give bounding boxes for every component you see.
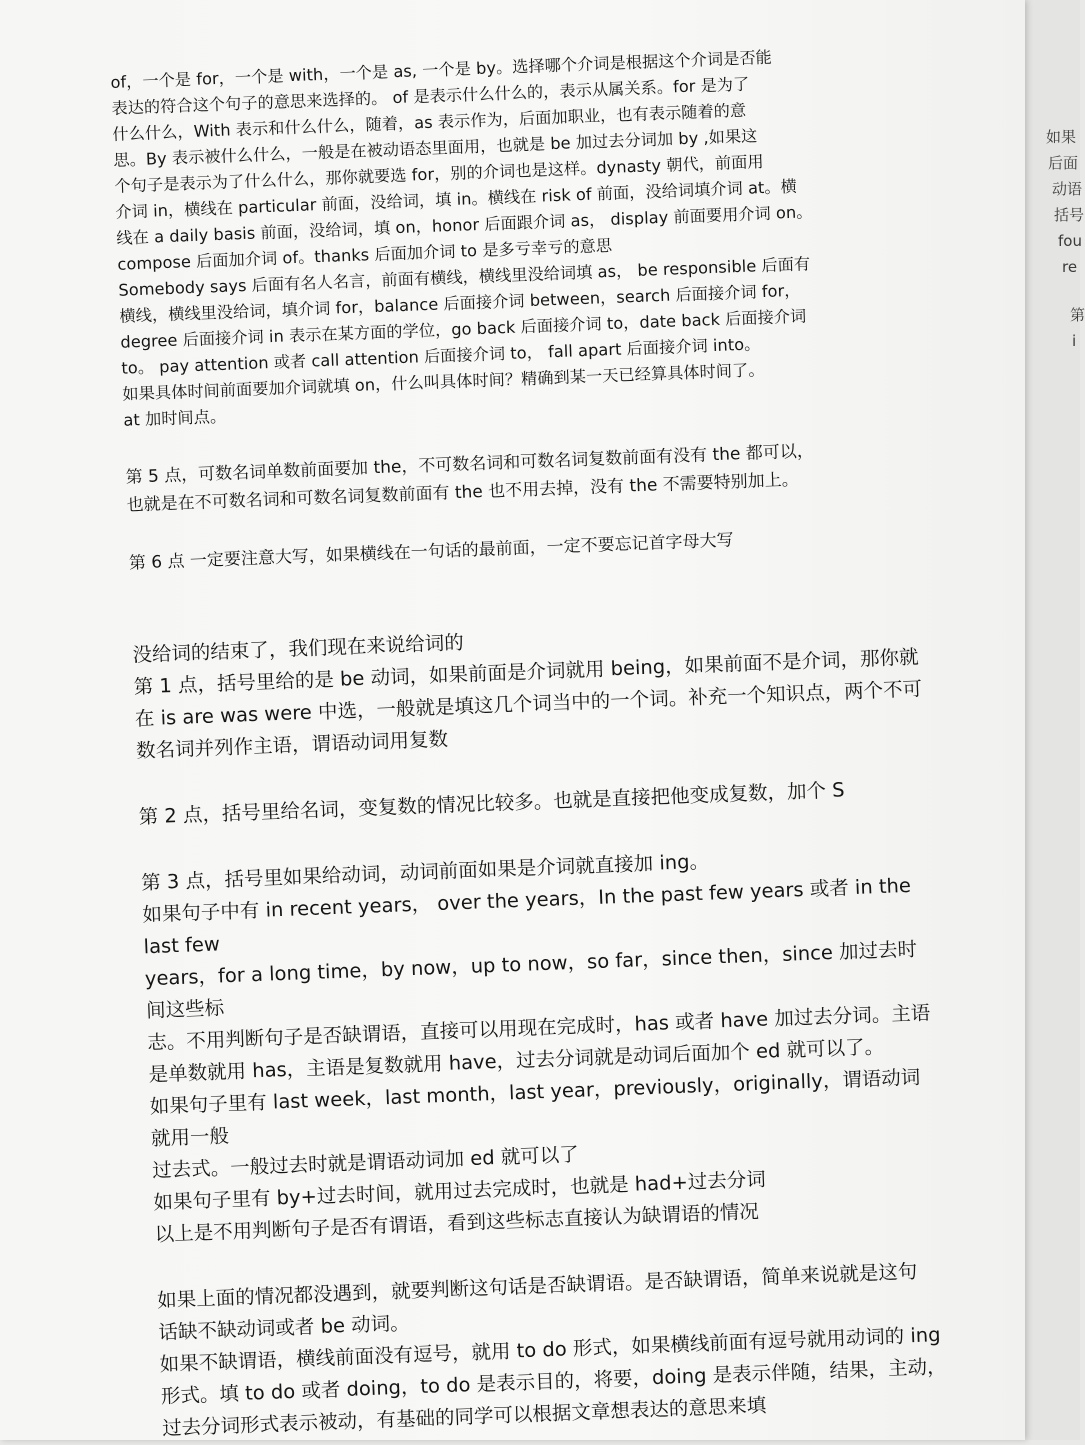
adjacent-line: 后面 — [1048, 154, 1079, 172]
point-6-paragraph: 第 6 点 一定要注意大写，如果横线在一句话的最前面，一定不要忘记首字母大写 — [128, 530, 734, 574]
preposition-rules-paragraph: of，一个是 for，一个是 with，一个是 as, 一个是 by。选择哪个介词是根据这个介词是否能 表达的符合这个句子的意思来选择的。 of 是表示什么什么的，表示从属关系。for 是为了 什么什么，With 表示和什么什么，随着，as 表示作为，后面加职业，也有表示随着的意 思。By 表示被什么什么，一般是在被动语态里面用，也就是 be 加过去分词加 by ,如果这 个句子是表示为了什么什么，那你就要选 for，别的介词也是这样。dynasty 朝代，前面用 介词 in，横线在 particular 前面，没给词，填 in。横线在 risk of 前面，没给词填介词 at。横 线在 a daily basis 前面，没给词，填 on，honor 后面跟介词 as， display 前面要用介词 on。 compose 后面加介词 of。thanks 后面加介词 to 是多亏幸亏的意思 Somebody says 后面有名人名言，前面有横线，横线里没给词填 as， be responsible 后面有 横线，横线里没给词，填介词 for，balance 后面接介词 between，search 后面接介词 for， degree 后面接介词 in 表示在某方面的学位，go back 后面接介词 to，date back 后面接介词 to。 pay attention 或者 call attention 后面接介词 to， fall apart 后面接介词 into。 如果具体时间前面要加介词就填 on，什么叫具体时间？精确到某一天已经算具体时间了。 at 加时间点。 — [110, 47, 813, 430]
page-content — [110, 40, 952, 1445]
adjacent-line: re — [1062, 258, 1078, 276]
given-word-point-2-paragraph: 第 2 点，括号里给名词，变复数的情况比较多。也就是直接把他变成复数，加个 S — [138, 778, 846, 829]
adjacent-line: 括号 — [1054, 206, 1085, 224]
adjacent-line: 如果 — [1046, 128, 1077, 146]
given-word-point-3-paragraph: 第 3 点，括号里如果给动词，动词前面如果是介词就直接加 ing。 如果句子中有 in recent years， over the years，In the past few years 或者 in the last few years，for a long time，by now，up to now，so far，since then，since 加过去时间这些标 志。不用判断句子是否缺谓语，直接可以用现在完成时，has 或者 have 加过去分词。主语 是单数就用 has，主语是复数就用 have，过去分词就是动词后面加个 ed 就可以了。 如果句子里有 last week，last month，last year，previously，originally，谓语动词就用一般 过去式。一般过去时就是谓语动词加 ed 就可以了 如果句子里有 by+过去时间，就用过去完成时，也就是 had+过去分词 以上是不用判断句子是否有谓语，看到这些标志直接认为缺谓语的情况 — [140, 849, 931, 1247]
predicate-check-paragraph: 如果上面的情况都没遇到，就要判断这句话是否缺谓语。是否缺谓语，简单来说就是这句 话缺不缺动词或者 be 动词。 如果不缺谓语，横线前面没有逗号，就用 to do 形式，如果横线前面有逗号就用动词的 ing 形式。填 to do 或者 doing，to do 是表示目的，将要，doing 是表示伴随，结果，主动， 过去分词形式表示被动，有基础的同学可以根据文章想表达的意思来填 — [156, 1259, 947, 1440]
adjacent-line: i — [1072, 332, 1077, 350]
adjacent-line: fou — [1058, 232, 1082, 250]
given-word-point-1-paragraph: 没给词的结束了，我们现在来说给词的 第 1 点，括号里给的是 be 动词，如果前面是介词就用 being，如果前面不是介词，那你就 在 is are was were 中选，一般就是填这几个词当中的一个词。补充一个知识点，两个不可 数名词并列作主语，谓语动词用复数 — [132, 630, 923, 763]
adjacent-page-text — [1020, 124, 1085, 354]
adjacent-line: 动语 — [1052, 180, 1083, 198]
point-5-paragraph: 第 5 点，可数名词单数前面要加 the，不可数名词和可数名词复数前面有没有 the 都可以， 也就是在不可数名词和可数名词复数前面有 the 也不用去掉，没有 the 不需要特别加上。 — [125, 441, 815, 516]
adjacent-line: 第 — [1070, 306, 1085, 324]
